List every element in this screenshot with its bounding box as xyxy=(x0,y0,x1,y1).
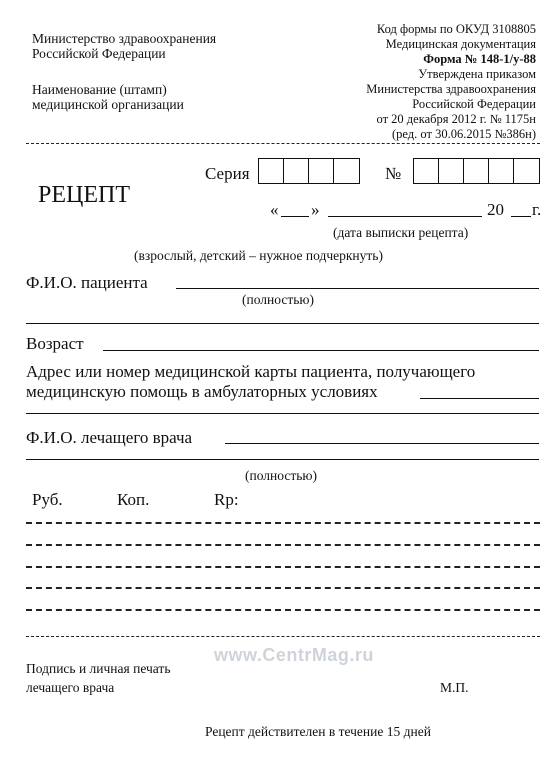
doctor-name-field[interactable] xyxy=(225,443,539,444)
approval-line-4: от 20 декабря 2012 г. № 1175н xyxy=(376,112,536,126)
organization-line-1: Наименование (штамп) xyxy=(32,82,167,97)
number-digit-box[interactable] xyxy=(489,159,514,183)
watermark: www.CentrMag.ru xyxy=(214,645,374,665)
series-digit-box[interactable] xyxy=(334,159,359,183)
patient-name-field[interactable] xyxy=(176,288,539,289)
series-digit-box[interactable] xyxy=(259,159,284,183)
patient-name-caption: (полностью) xyxy=(242,292,314,307)
date-caption: (дата выписки рецепта) xyxy=(333,225,469,240)
series-label: Серия xyxy=(205,164,250,183)
approval-line-3: Российской Федерации xyxy=(412,97,536,111)
address-field-continuation[interactable] xyxy=(26,413,539,414)
series-boxes[interactable] xyxy=(258,158,360,184)
number-digit-box[interactable] xyxy=(514,159,539,183)
prescription-line[interactable] xyxy=(26,587,540,589)
ministry-line-1: Министерство здравоохранения xyxy=(32,31,217,46)
separator-line xyxy=(26,323,539,324)
year-prefix: 20 xyxy=(487,200,504,219)
validity-note: Рецепт действителен в течение 15 дней xyxy=(205,724,431,739)
date-open-quote: « xyxy=(270,200,279,219)
day-field[interactable] xyxy=(281,216,309,217)
age-group-note: (взрослый, детский – нужное подчеркнуть) xyxy=(134,248,383,263)
prescription-line[interactable] xyxy=(26,609,540,611)
number-digit-box[interactable] xyxy=(464,159,489,183)
prescription-line[interactable] xyxy=(26,522,540,524)
number-digit-box[interactable] xyxy=(414,159,439,183)
number-label: № xyxy=(385,164,402,183)
age-label: Возраст xyxy=(26,334,84,353)
age-field[interactable] xyxy=(103,350,539,351)
rub-label: Руб. xyxy=(32,490,63,509)
okud-code: Код формы по ОКУД 3108805 xyxy=(376,22,536,36)
month-field[interactable] xyxy=(328,216,482,217)
kop-label: Коп. xyxy=(117,490,150,509)
approval-line-5: (ред. от 30.06.2015 №386н) xyxy=(392,127,536,141)
series-digit-box[interactable] xyxy=(309,159,334,183)
date-close-quote: » xyxy=(311,200,320,219)
ministry-line-2: Российской Федерации xyxy=(32,46,166,61)
approval-line-1: Утверждена приказом xyxy=(418,67,536,81)
series-digit-box[interactable] xyxy=(284,159,309,183)
doctor-name-label: Ф.И.О. лечащего врача xyxy=(26,428,193,447)
year-suffix: г. xyxy=(532,200,542,219)
number-digit-box[interactable] xyxy=(439,159,464,183)
number-boxes[interactable] xyxy=(413,158,540,184)
stamp-place-label: М.П. xyxy=(440,680,469,695)
rp-label: Rp: xyxy=(214,490,239,509)
prescription-line[interactable] xyxy=(26,544,540,546)
document-type: Медицинская документация xyxy=(385,37,536,51)
patient-name-label: Ф.И.О. пациента xyxy=(26,273,148,292)
doctor-name-caption: (полностью) xyxy=(245,468,317,483)
cut-line-top xyxy=(26,143,540,144)
year-field[interactable] xyxy=(511,216,531,217)
address-label-line-2: медицинскую помощь в амбулаторных условиях xyxy=(26,382,378,401)
prescription-line[interactable] xyxy=(26,566,540,568)
address-field[interactable] xyxy=(420,398,539,399)
recipe-title: РЕЦЕПТ xyxy=(38,182,130,208)
organization-line-2: медицинской организации xyxy=(32,97,184,112)
cut-line-bottom xyxy=(26,636,540,637)
signature-label-line-2: лечащего врача xyxy=(26,680,115,695)
approval-line-2: Министерства здравоохранения xyxy=(366,82,536,96)
address-label-line-1: Адрес или номер медицинской карты пациента, получающего xyxy=(26,362,476,381)
doctor-name-field-continuation[interactable] xyxy=(26,459,539,460)
form-number: Форма № 148-1/у-88 xyxy=(423,52,536,66)
signature-label-line-1: Подпись и личная печать xyxy=(26,661,171,676)
